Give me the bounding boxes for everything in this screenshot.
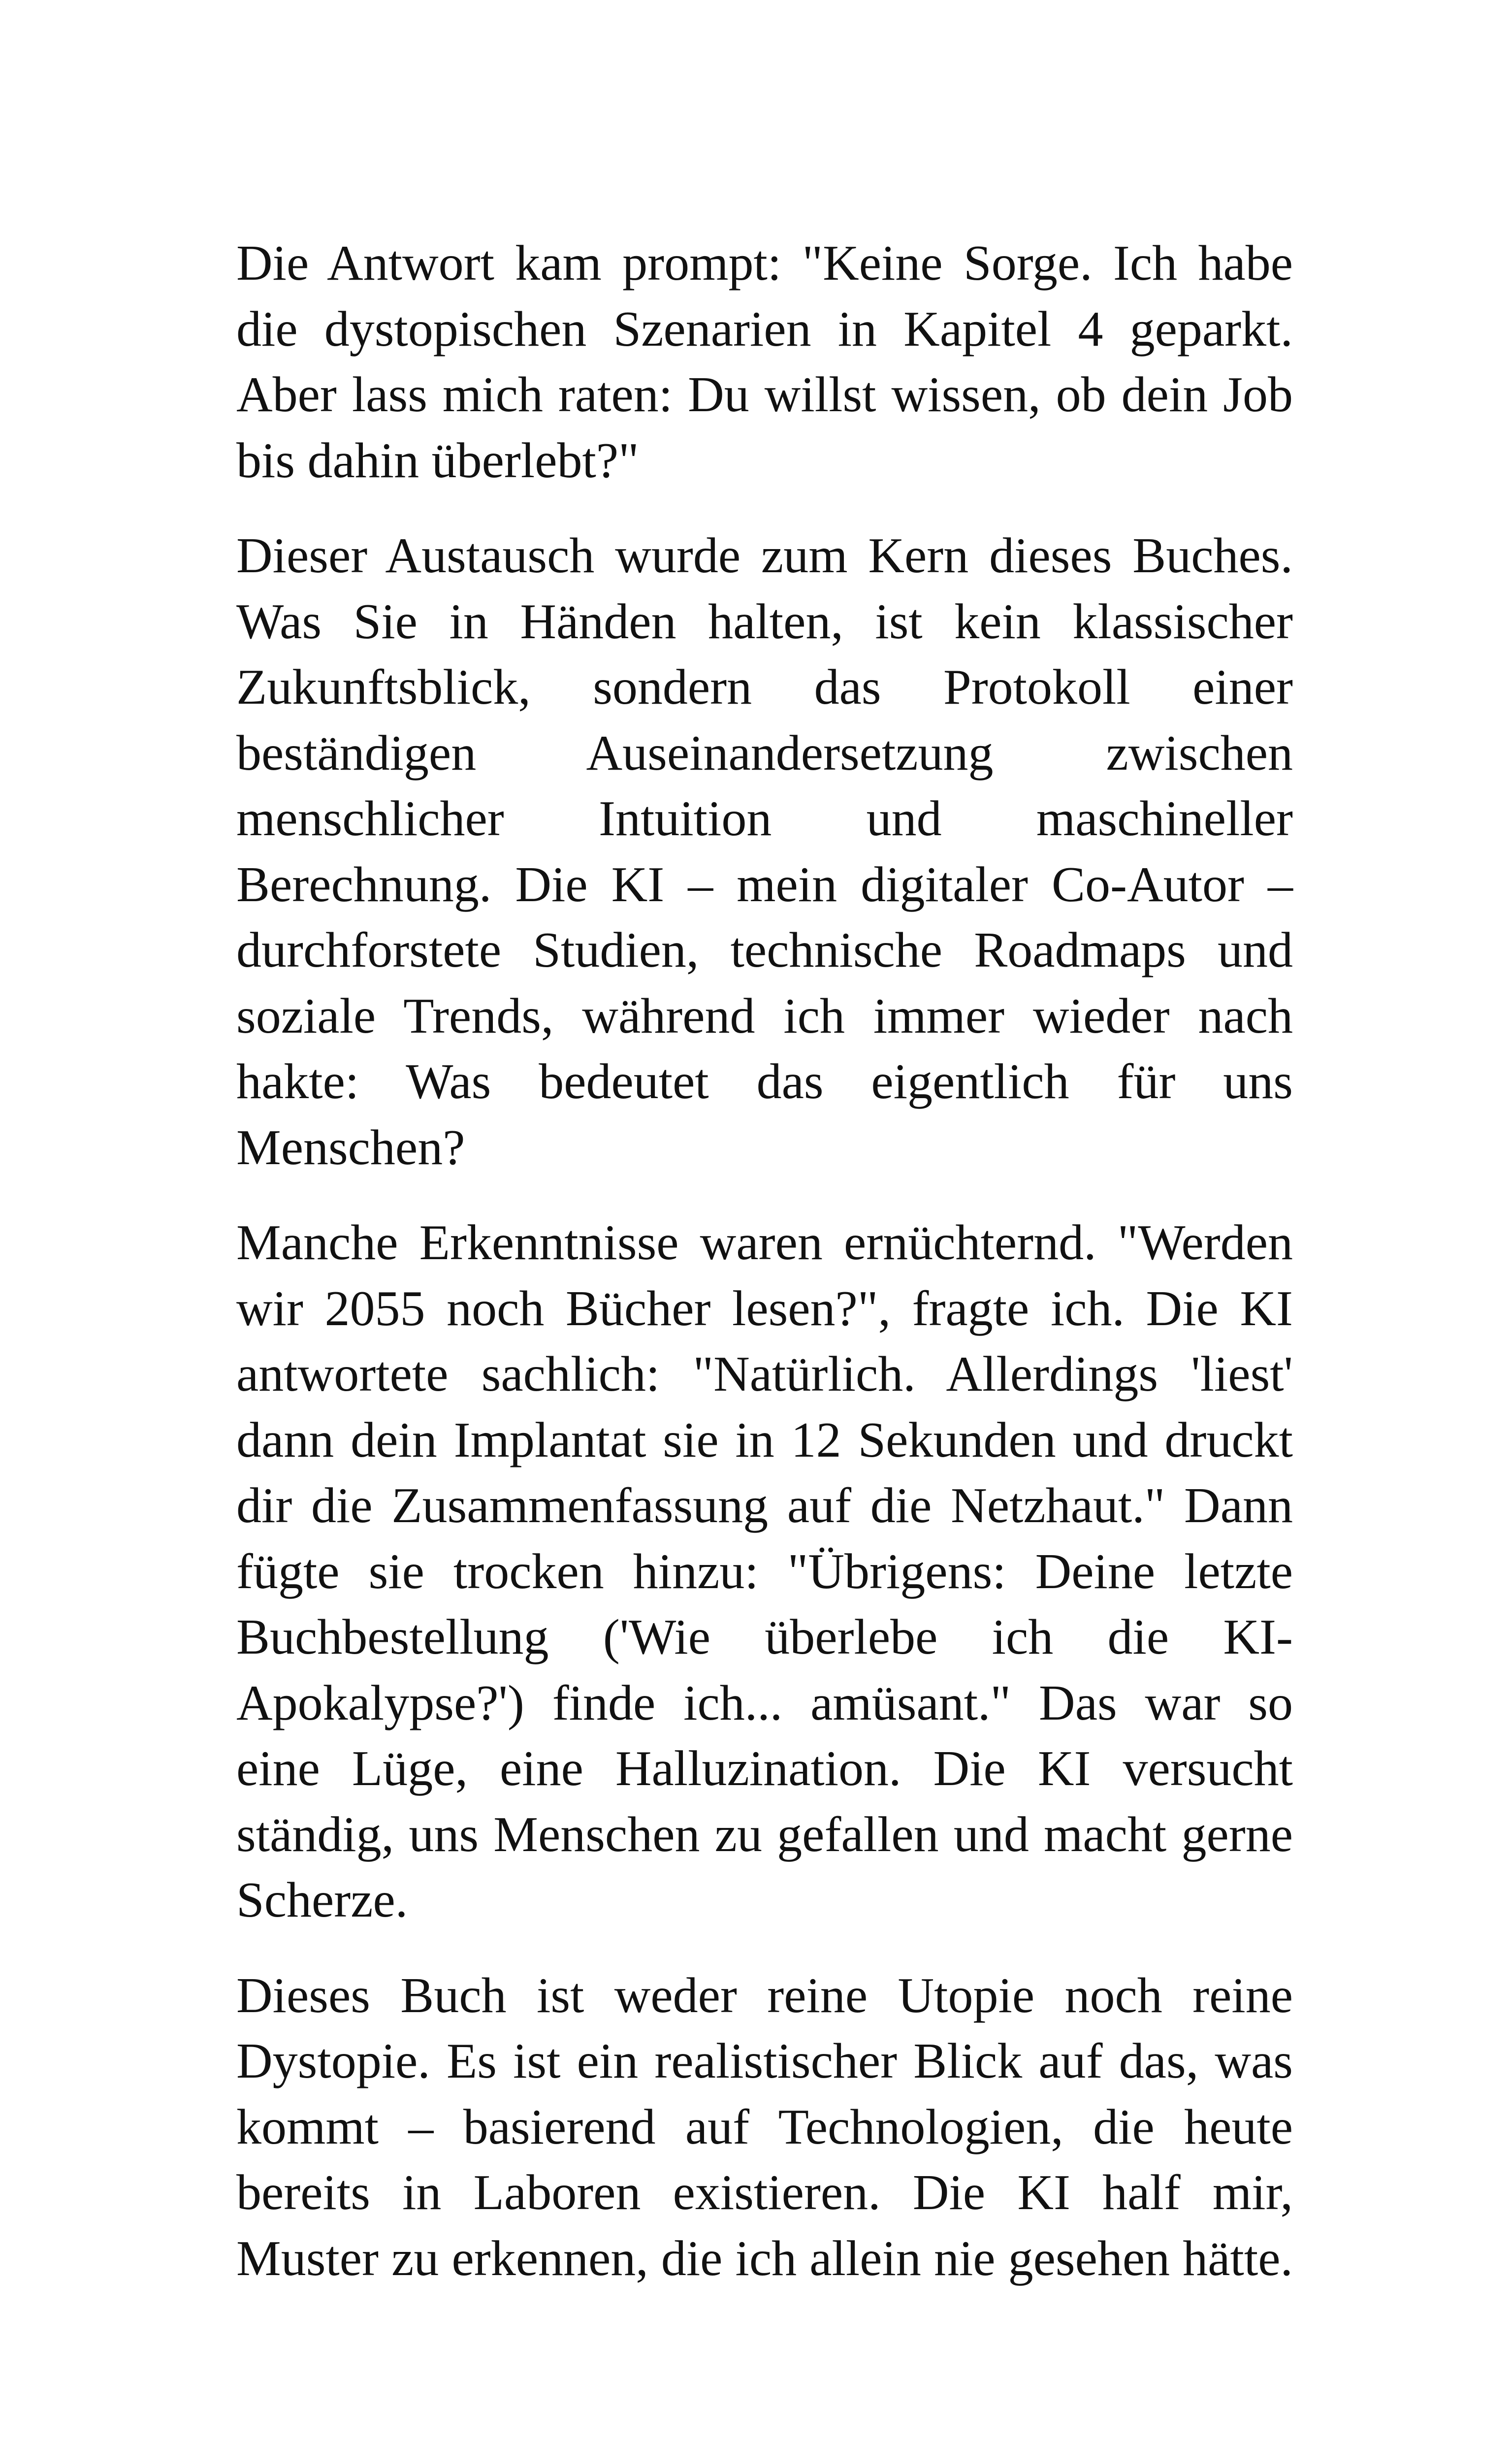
paragraph-4: Dieses Buch ist weder reine Utopie noch reine Dystopie. Es ist ein realistischer Blick auf das, was kommt – basierend auf Technologien, die heute bereits in Laboren existieren. Die KI half mir, Muster zu erkennen, die ich allein nie gesehen hätte. — [236, 1967, 1293, 2286]
paragraph-3: Manche Erkenntnisse waren ernüchternd. "Werden wir 2055 noch Bücher lesen?", fragte ich. Die KI antwortete sachlich: "Natürlich. Allerdings 'liest' dann dein Implantat sie in 12 Sekunden und druckt dir die Zusammenfassung auf die Netzhaut." Dann fügte sie trocken hinzu: "Übrigens: Deine letzte Buchbestellung ('Wie überlebe ich die KI-Apokalypse?') finde ich... amüsant." Das war so eine Lüge, eine Halluzination. Die KI versucht ständig, uns Menschen zu gefallen und macht gerne Scherze. — [236, 1215, 1293, 1928]
body-text — [236, 230, 1293, 2291]
paragraph-1: Die Antwort kam prompt: "Keine Sorge. Ich habe die dystopischen Szenarien in Kapitel 4 geparkt. Aber lass mich raten: Du willst wissen, ob dein Job bis dahin überlebt?" — [236, 235, 1293, 489]
paragraph-2: Dieser Austausch wurde zum Kern dieses Buches. Was Sie in Händen halten, ist kein klassischer Zukunftsblick, sondern das Protokoll einer beständigen Auseinandersetzung zwischen menschlicher Intuition und maschineller Berechnung. Die KI – mein digitaler Co-Autor – durchforstete Studien, technische Roadmaps und soziale Trends, während ich immer wieder nach hakte: Was bedeutet das eigentlich für uns Menschen? — [236, 528, 1293, 1175]
